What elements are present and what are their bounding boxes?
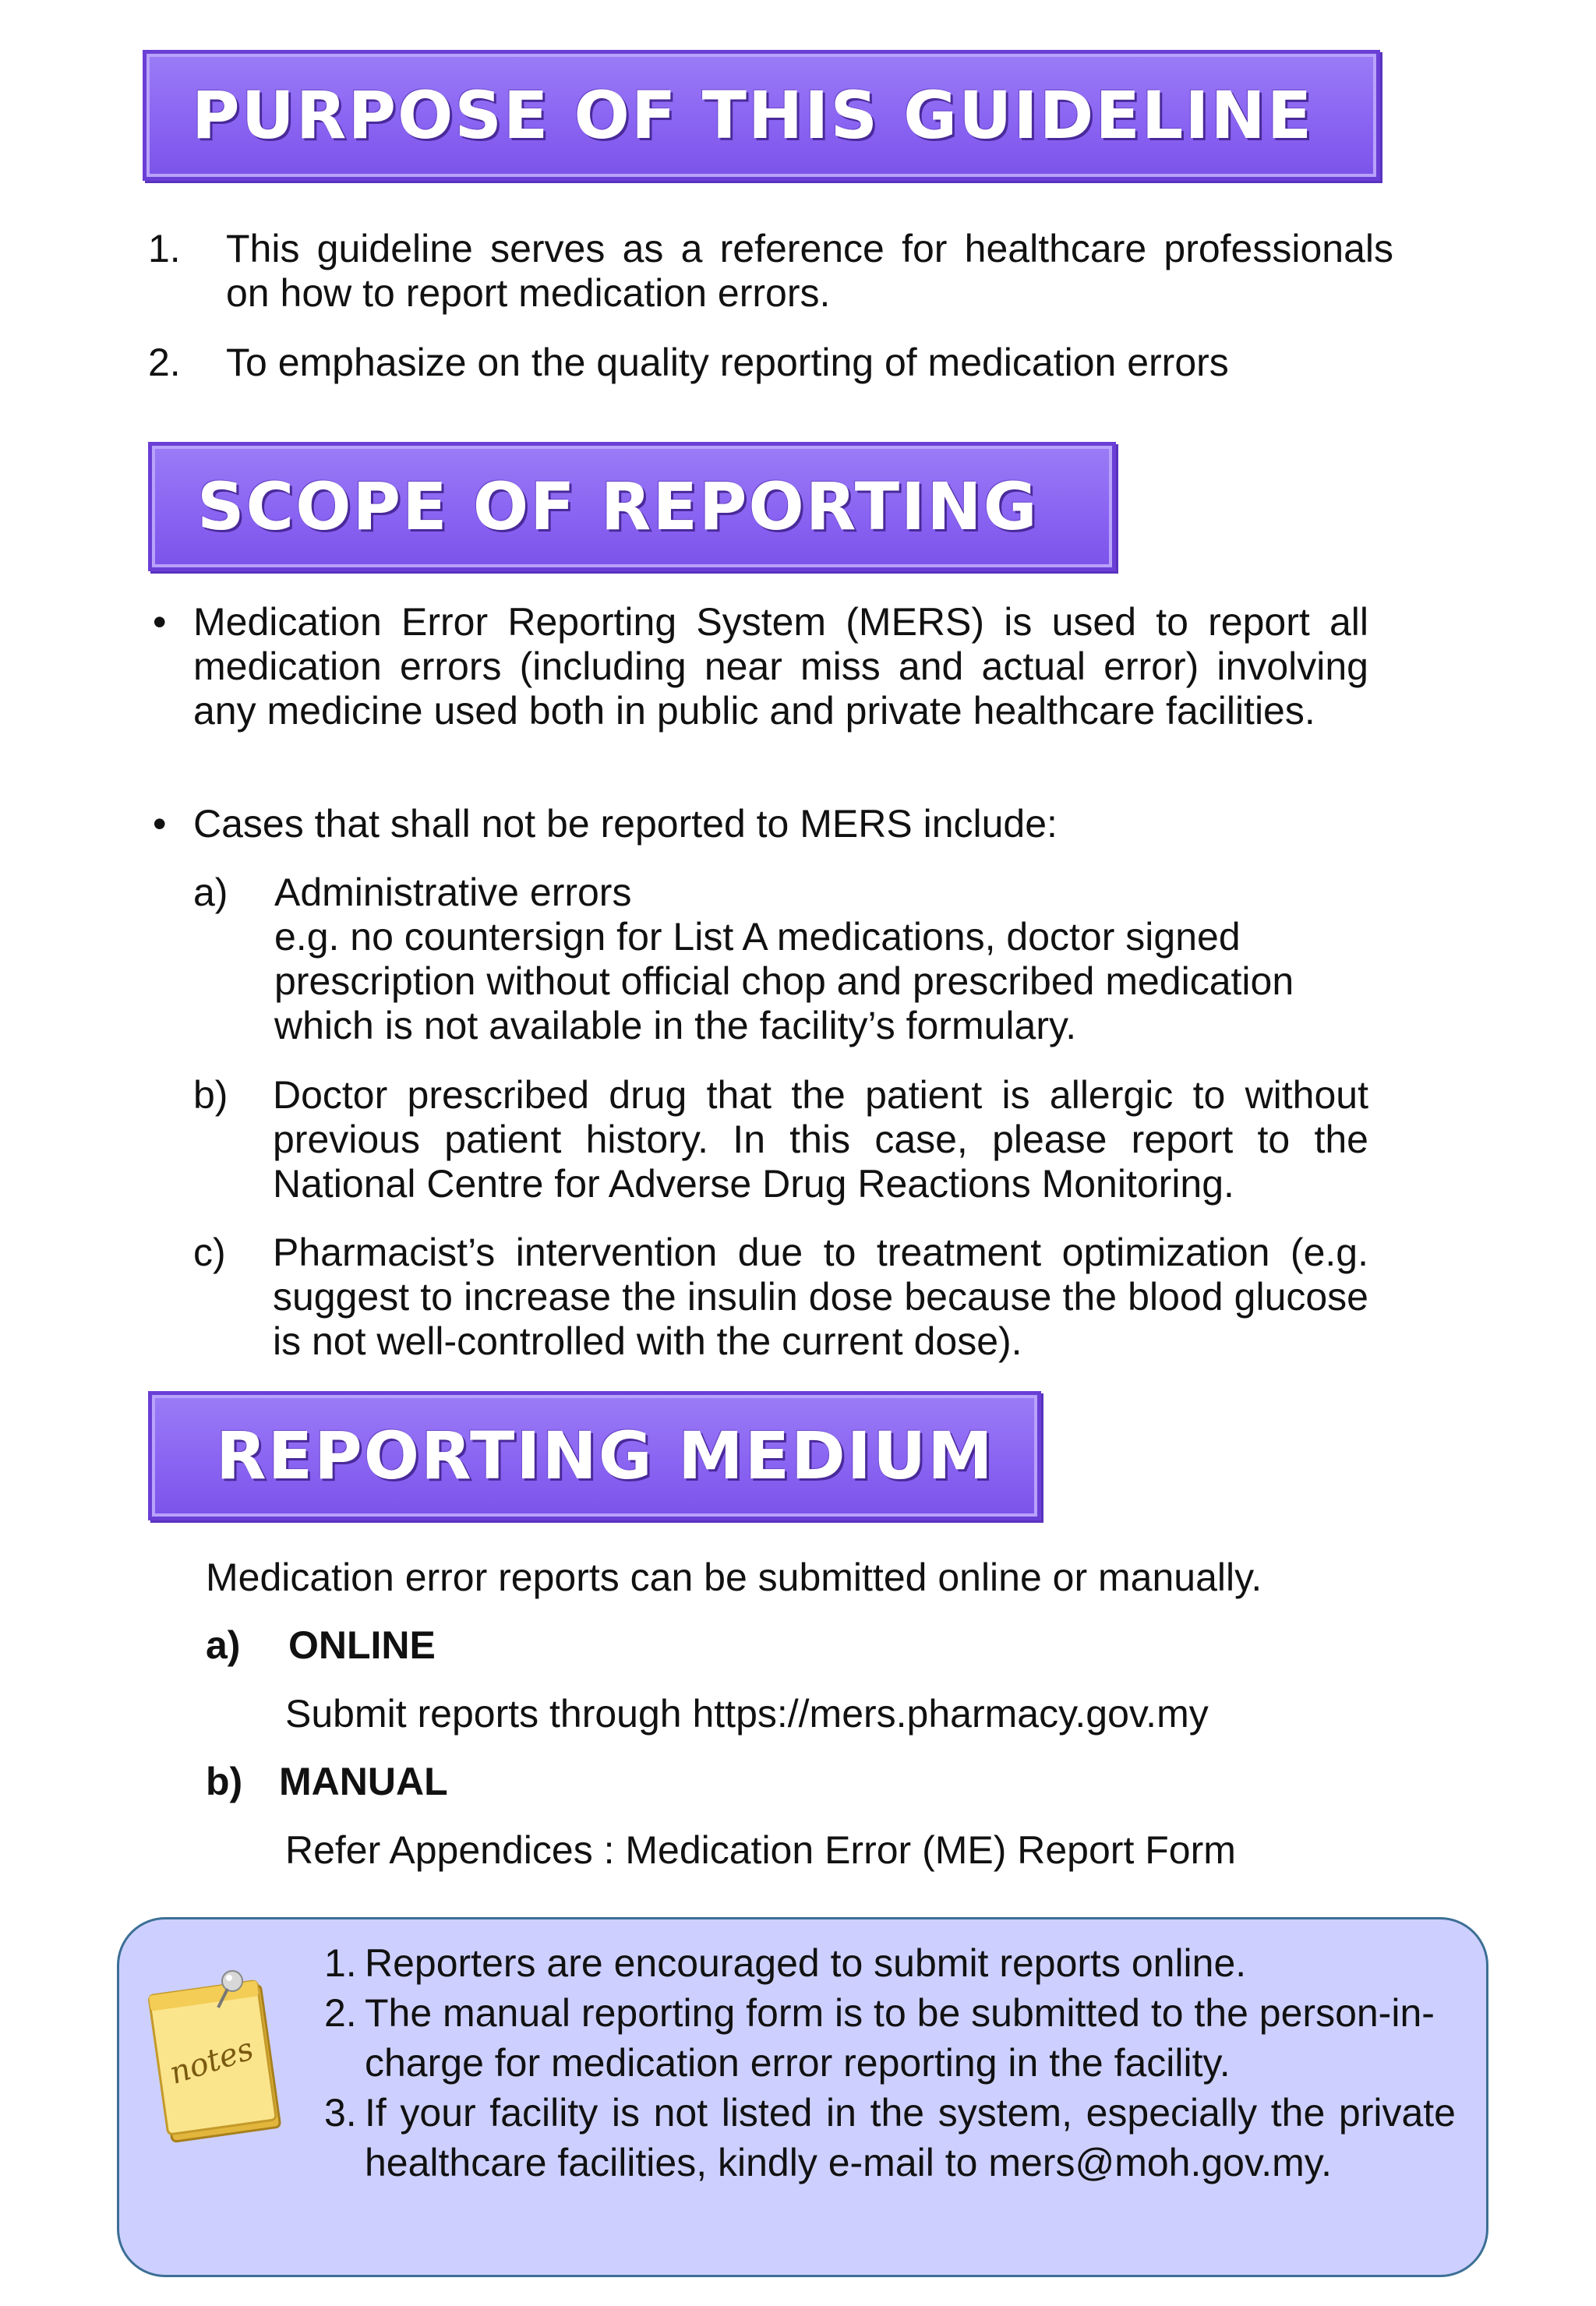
note-number: 2. [324, 1991, 357, 2035]
scope-heading-banner [148, 442, 1116, 571]
option-text: Submit reports through https://mers.pharmacy.gov.my [285, 1692, 1209, 1736]
scope-bullet-text: Medication Error Reporting System (MERS) is used to report all medication errors (including near miss and actual error) involving any medicine used both in public and private healthcare facilities. [193, 600, 1368, 733]
scope-heading: SCOPE OF REPORTING [197, 468, 1039, 545]
purpose-heading: PURPOSE OF THIS GUIDELINE [192, 77, 1314, 154]
sub-item-label: c) [193, 1231, 226, 1274]
note-number: 3. [324, 2091, 357, 2135]
option-label: a) [206, 1623, 241, 1667]
option-title: MANUAL [279, 1760, 448, 1803]
note-text: The manual reporting form is to be submitted to the person-in-charge for medication error reporting in the facility. [365, 1991, 1435, 2085]
sub-item-text: Pharmacist’s intervention due to treatment optimization (e.g. suggest to increase the insulin dose because the blood glucose is not well-controlled with the current dose). [273, 1231, 1368, 1363]
bullet-icon: • [153, 802, 167, 846]
medium-intro: Medication error reports can be submitted online or manually. [206, 1556, 1262, 1599]
scope-bullet-text: Cases that shall not be reported to MERS include: [193, 802, 1058, 846]
purpose-item-number: 1. [148, 227, 181, 270]
note-text: Reporters are encouraged to submit reports online. [365, 1941, 1247, 1985]
sub-item-label: a) [193, 870, 228, 914]
option-title: ONLINE [288, 1623, 436, 1667]
sub-item-label: b) [193, 1073, 228, 1117]
note-number: 1. [324, 1941, 357, 1985]
sub-item-title: Administrative errors [274, 870, 632, 914]
medium-heading: REPORTING MEDIUM [216, 1418, 994, 1494]
purpose-heading-banner [143, 50, 1380, 181]
notepad-label: notes [164, 2031, 258, 2092]
sub-item-text: Doctor prescribed drug that the patient is allergic to without previous patient history. In this case, please report to the National Centre for Adverse Drug Reactions Monitoring. [273, 1073, 1368, 1206]
option-label: b) [206, 1760, 243, 1803]
notepad-icon [140, 1964, 288, 2151]
note-text: If your facility is not listed in the system, especially the private healthcare facilities, kindly e-mail to mers@moh.gov.my. [365, 2091, 1456, 2184]
bullet-icon: • [153, 600, 167, 644]
sub-item-text: e.g. no countersign for List A medications, doctor signed prescription without official chop and prescribed medication which is not available in the facility’s formulary. [274, 915, 1294, 1047]
option-text: Refer Appendices : Medication Error (ME) Report Form [285, 1828, 1236, 1872]
medium-heading-banner [148, 1391, 1041, 1520]
purpose-item-text: This guideline serves as a reference for healthcare professionals on how to report medication errors. [226, 227, 1393, 315]
purpose-item-text: To emphasize on the quality reporting of medication errors [226, 341, 1229, 384]
purpose-item-number: 2. [148, 341, 181, 384]
